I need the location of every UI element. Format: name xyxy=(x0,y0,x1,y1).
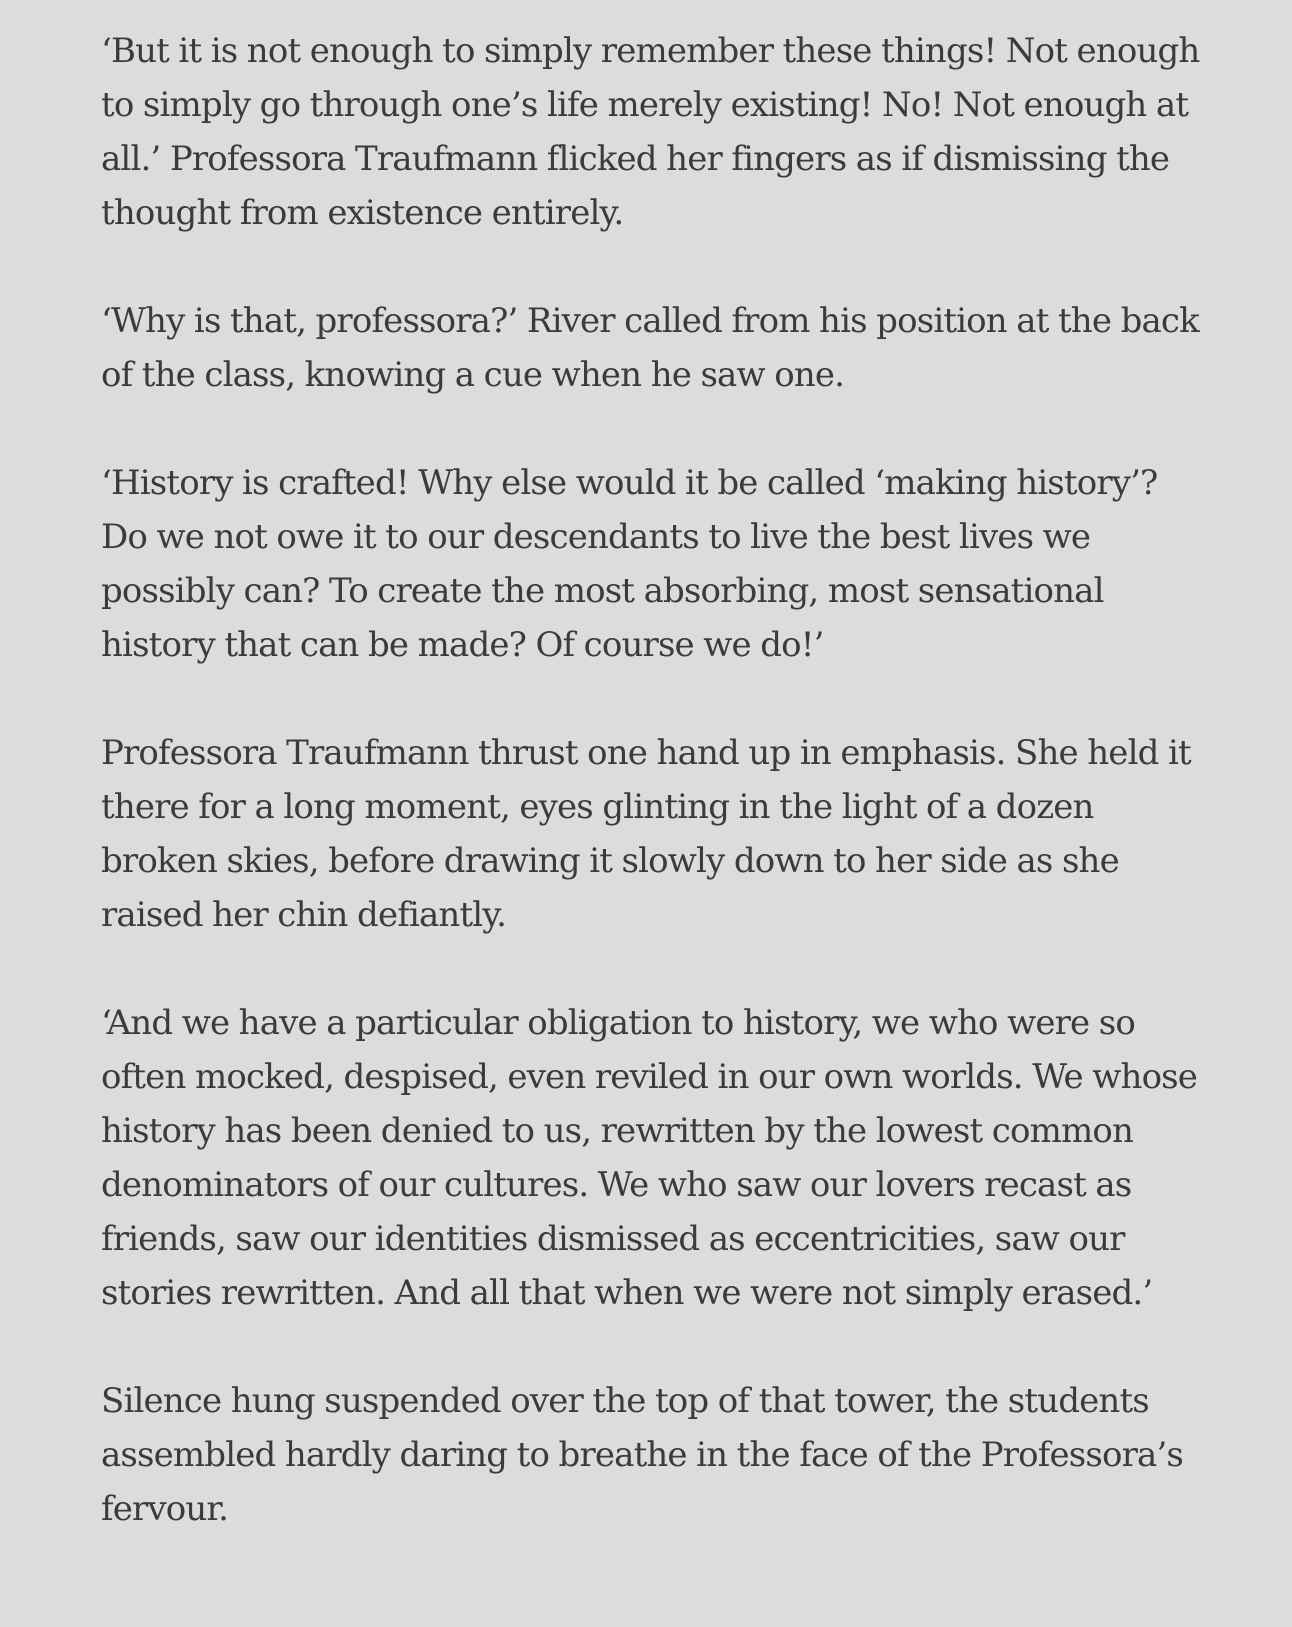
paragraph-1: ‘But it is not enough to simply remember these things! Not enough to simply go through one’s life merely existing! No! Not enough at all.’ Professora Traufmann flicked her fingers as if dismissing the thought from existence entirely. xyxy=(101,31,1200,233)
paragraph-6: Silence hung suspended over the top of that tower, the students assembled hardly daring to breathe in the face of the Professora’s fervour. xyxy=(101,1381,1184,1529)
paragraph-5: ‘And we have a particular obligation to history, we who were so often mocked, despised, even reviled in our own worlds. We whose history has been denied to us, rewritten by the lowest common denominators of our cultures. We who saw our lovers recast as friends, saw our identities dismissed as eccentricities, saw our stories rewritten. And all that when we were not simply erased.’ xyxy=(101,1003,1198,1313)
paragraph-3: ‘History is crafted! Why else would it be called ‘making history’? Do we not owe it to our descendants to live the best lives we possibly can? To create the most absorbing, most sensational history that can be made? Of course we do!’ xyxy=(101,463,1158,665)
paragraph-4: Professora Traufmann thrust one hand up in emphasis. She held it there for a long moment, eyes glinting in the light of a dozen broken skies, before drawing it slowly down to her side as she raised her chin defiantly. xyxy=(101,733,1191,935)
paragraph-2: ‘Why is that, professora?’ River called from his position at the back of the class, knowing a cue when he saw one. xyxy=(101,301,1199,395)
